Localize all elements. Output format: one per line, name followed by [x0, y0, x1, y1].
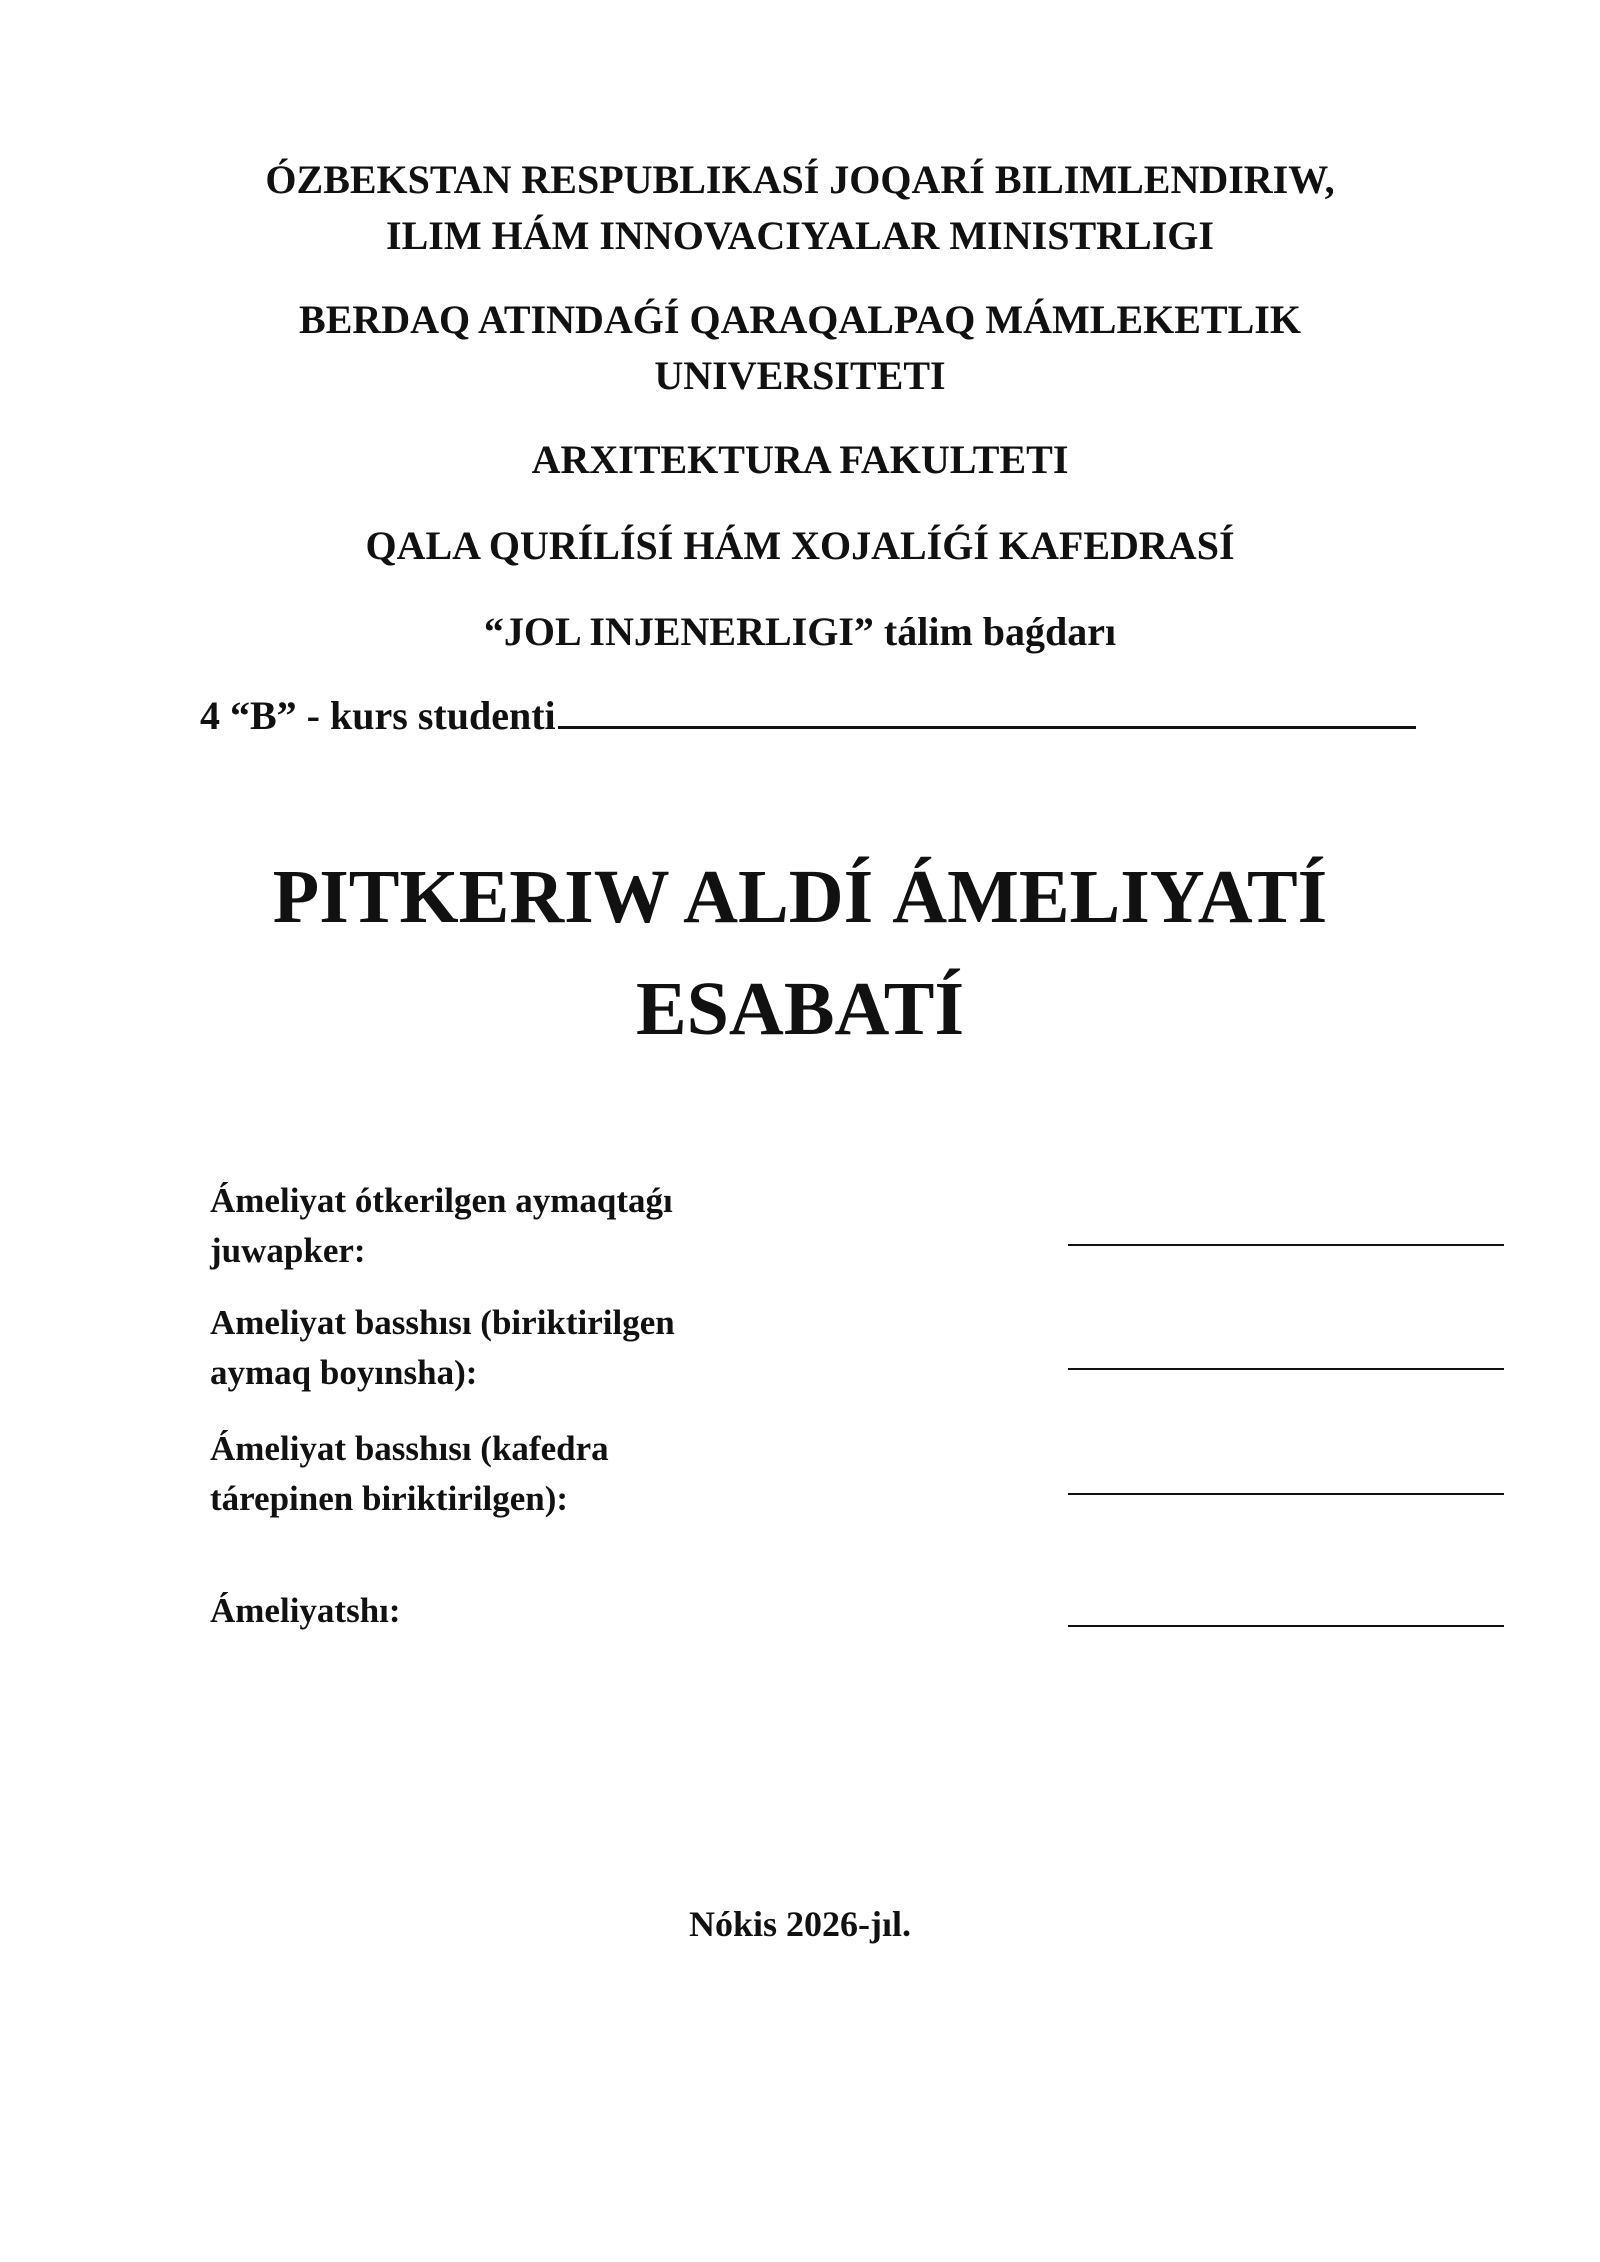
signature-label-1-line-1: Ámeliyat ótkerilgen aymaqtaǵı [210, 1181, 673, 1220]
signature-line-3 [1068, 1493, 1504, 1495]
signature-line-2 [1068, 1368, 1504, 1370]
student-label: 4 “B” - kurs studenti [200, 693, 556, 738]
signature-label-1-line-2: juwapker: [210, 1231, 366, 1270]
report-title-line-1: PITKERIW ALDÍ ÁMELIYATÍ [272, 855, 1328, 939]
signature-line-1 [1068, 1244, 1504, 1246]
place-and-year: Nókis 2026-jıl. [688, 1904, 911, 1944]
signature-label-3-line-1: Ámeliyat basshısı (kafedra [210, 1429, 609, 1468]
signature-label-3-line-2: tárepinen biriktirilgen): [210, 1479, 569, 1518]
signature-line-4 [1068, 1625, 1504, 1627]
university-line-2: UNIVERSITETI [654, 353, 946, 398]
signature-label-4: Ámeliyatshı: [210, 1591, 401, 1630]
signature-label-2-line-2: aymaq boyınsha): [210, 1353, 478, 1392]
ministry-line-1: ÓZBEKSTAN RESPUBLIKASÍ JOQARÍ BILIMLENDIRIW, [265, 157, 1335, 202]
report-title-line-2: ESABATÍ [635, 967, 965, 1051]
student-line [200, 690, 1416, 740]
department-name: QALA QURÍLÍSÍ HÁM XOJALÍǴÍ KAFEDRASÍ [365, 523, 1235, 568]
faculty-name: ARXITEKTURA FAKULTETI [531, 437, 1069, 482]
ministry-line-2: ILIM HÁM INNOVACIYALAR MINISTRLIGI [386, 213, 1214, 258]
university-line-1: BERDAQ ATINDAǴÍ QARAQALPAQ MÁMLEKETLIK [299, 297, 1301, 342]
program-name: “JOL INJENERLIGI” tálim baǵdarı [483, 609, 1117, 654]
student-name-blank [558, 690, 1416, 729]
signature-label-2-line-1: Ameliyat basshısı (biriktirilgen [210, 1303, 675, 1342]
